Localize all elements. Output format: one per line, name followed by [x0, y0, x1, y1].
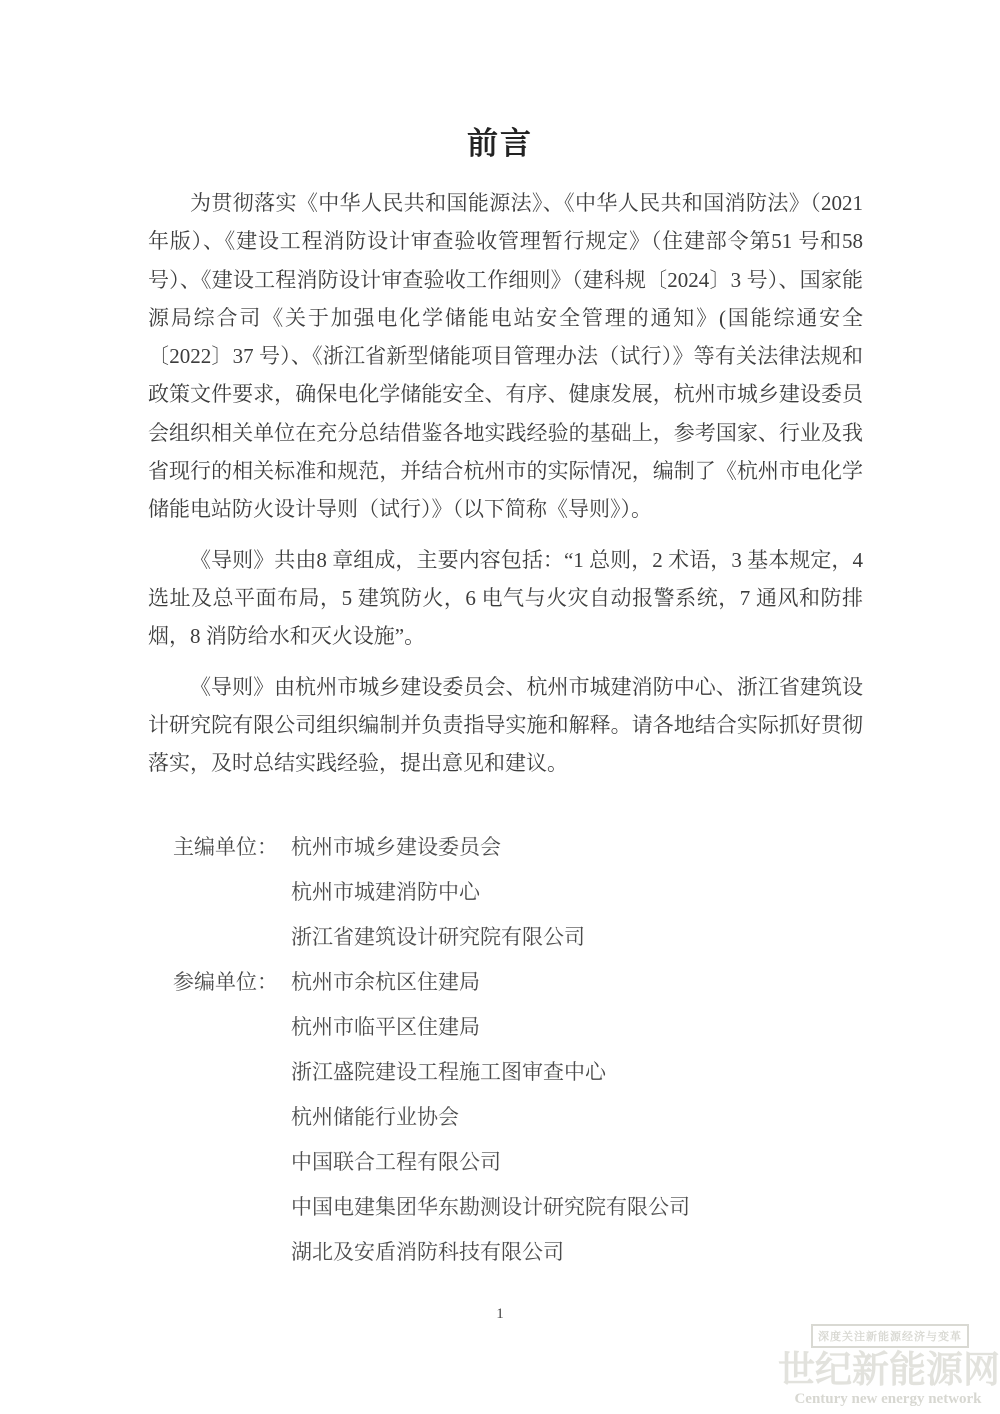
editor-unit-name: 杭州储能行业协会 [291, 1105, 459, 1129]
watermark-subtitle: Century new energy network [794, 1391, 982, 1407]
editor-unit-name: 杭州市城建消防中心 [291, 880, 480, 904]
editor-unit-name: 浙江盛院建设工程施工图审查中心 [291, 1060, 606, 1084]
editor-row [173, 1005, 863, 1050]
editor-row [173, 1230, 863, 1275]
editor-unit-name: 中国电建集团华东勘测设计研究院有限公司 [291, 1195, 690, 1219]
editor-row [173, 1140, 863, 1185]
editors-section [173, 825, 863, 1275]
paragraph: 为贯彻落实《中华人民共和国能源法》、《中华人民共和国消防法》（2021年版）、《建设工程消防设计审查验收管理暂行规定》（住建部令第51 号和58号）、《建设工程消防设计审查验收工作细则》（建科规〔2024〕3 号）、国家能源局综合司《关于加强电化学储能电站安全管理的通知》(国能综通安全〔2022〕37 号）、《浙江省新型储能项目管理办法（试行）》等有关法律法规和政策文件要求，确保电化学储能安全、有序、健康发展，杭州市城乡建设委员会组织相关单位在充分总结借鉴各地实践经验的基础上，参考国家、行业及我省现行的相关标准和规范，并结合杭州市的实际情况，编制了《杭州市电化学储能电站防火设计导则（试行）》（以下简称《导则》）。 [148, 191, 863, 522]
editor-role-label: 主编单位： [173, 835, 278, 859]
editor-role-label: 参编单位： [173, 970, 278, 994]
editor-row [173, 915, 863, 960]
editor-unit-name: 杭州市余杭区住建局 [291, 970, 480, 994]
editor-unit-name: 湖北及安盾消防科技有限公司 [291, 1240, 564, 1264]
preface-body [148, 184, 863, 782]
editor-unit-name: 浙江省建筑设计研究院有限公司 [291, 925, 585, 949]
editor-row [173, 870, 863, 915]
paragraph: 《导则》共由8 章组成，主要内容包括：“1 总则，2 术语，3 基本规定，4 选址及总平面布局，5 建筑防火，6 电气与火灾自动报警系统，7 通风和防排烟，8 消防给水和灭火设施”。 [148, 547, 863, 649]
editor-unit-name: 杭州市临平区住建局 [291, 1015, 480, 1039]
page-number: 1 [496, 1306, 504, 1322]
editor-row [173, 1185, 863, 1230]
paragraphs-container [148, 184, 863, 782]
editor-row [173, 825, 863, 870]
editor-unit-name: 中国联合工程有限公司 [291, 1150, 501, 1174]
editor-unit-name: 杭州市城乡建设委员会 [291, 835, 501, 859]
editor-row [173, 960, 863, 1005]
paragraph: 《导则》由杭州市城乡建设委员会、杭州市城建消防中心、浙江省建筑设计研究院有限公司组织编制并负责指导实施和解释。请各地结合实际抓好贯彻落实，及时总结实践经验，提出意见和建议。 [148, 674, 863, 776]
editor-row [173, 1050, 863, 1095]
editor-row [173, 1095, 863, 1140]
watermark [778, 1324, 998, 1408]
page-title: 前言 [467, 126, 533, 161]
watermark-tagline: 深度关注新能源经济与变革 [811, 1324, 969, 1348]
watermark-logo-text: 世纪新能源网 [778, 1349, 1000, 1390]
